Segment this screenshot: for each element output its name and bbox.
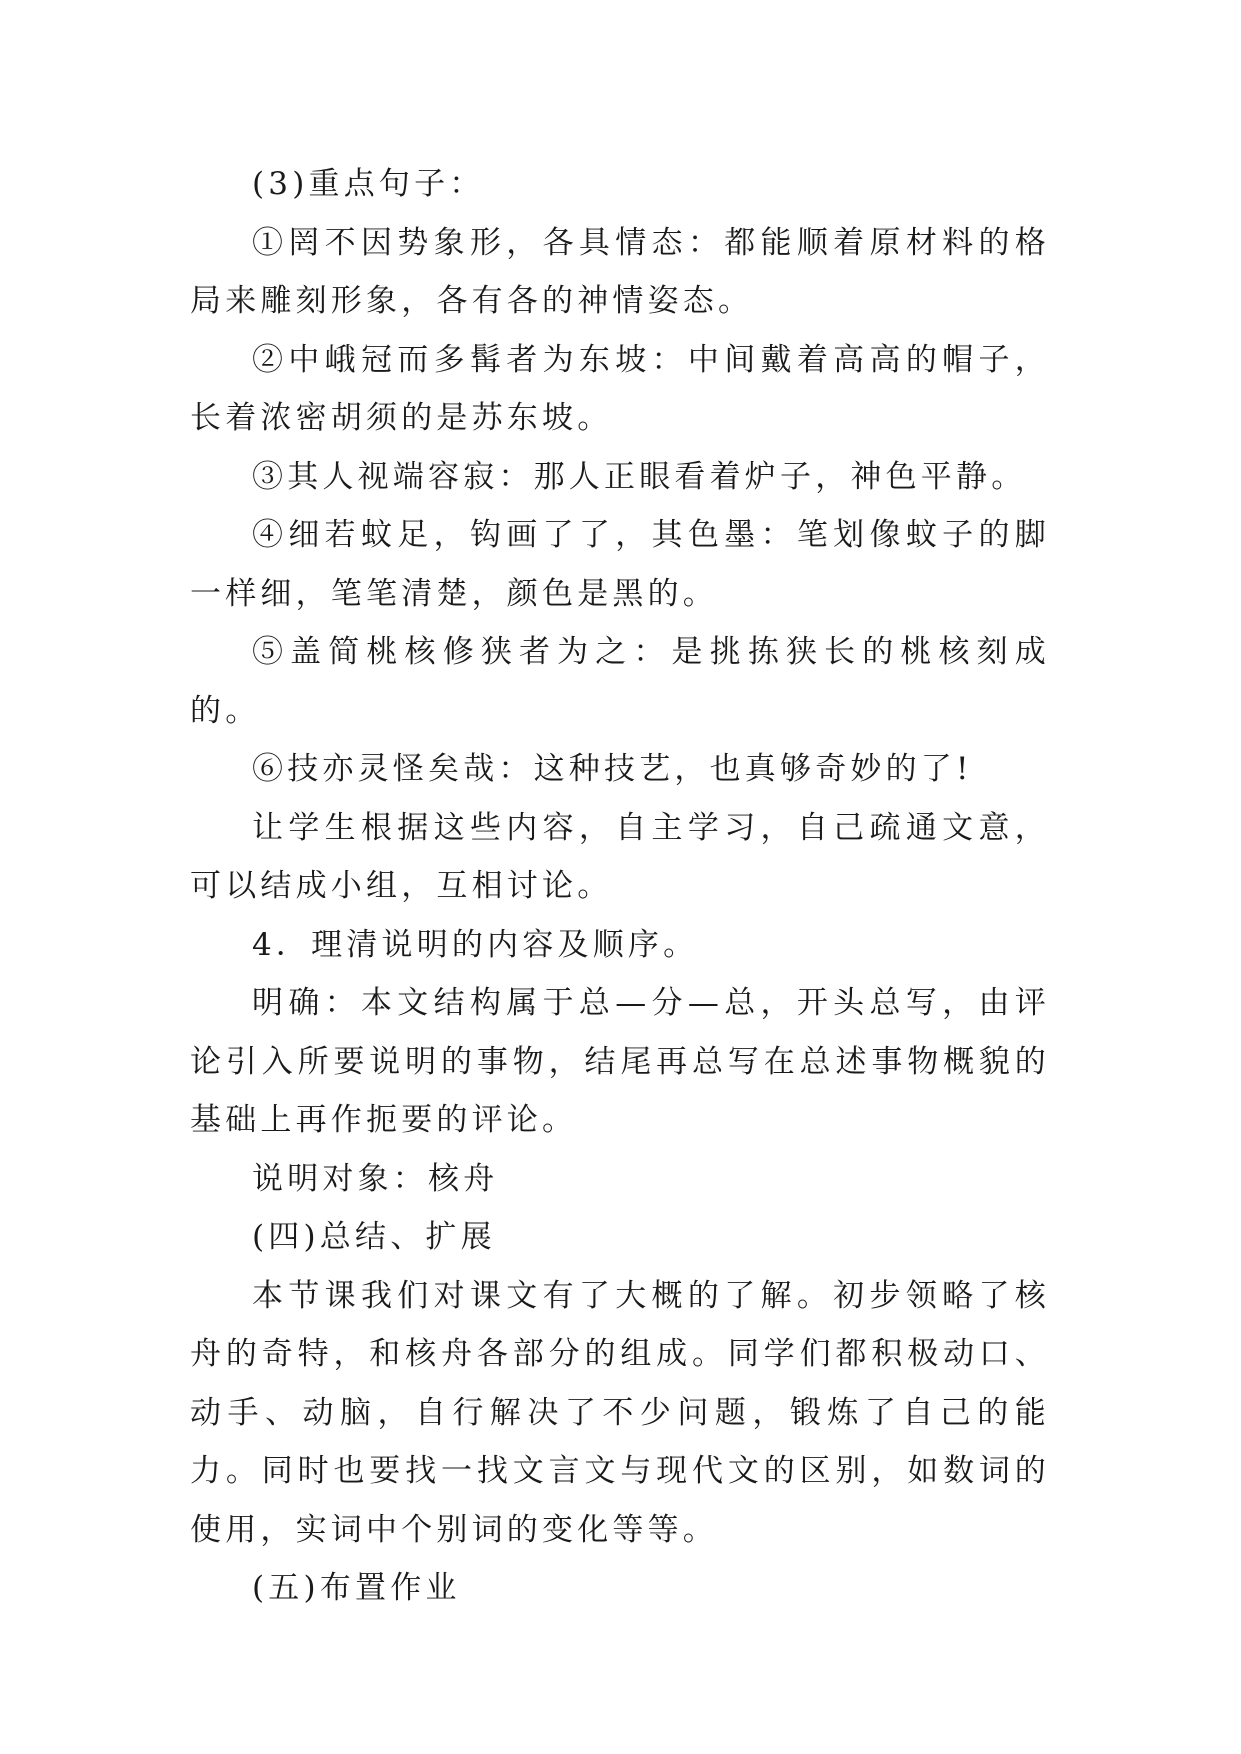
paragraph-step-4: 4．理清说明的内容及顺序。 [252, 926, 699, 963]
paragraph-student-activity: 让学生根据这些内容，自主学习，自己疏通文意，可以结成小组，互相讨论。 [190, 809, 1050, 904]
paragraph-clarification: 明确：本文结构属于总—分—总，开头总写，由评论引入所要说明的事物，结尾再总写在总述事物概貌的基础上再作扼要的评论。 [190, 985, 1050, 1138]
paragraph-subject: 说明对象：核舟 [252, 1160, 499, 1197]
paragraph-sentence-3: ③其人视端容寂：那人正眼看着炉子，神色平静。 [252, 458, 1027, 495]
paragraph-key-sentences-heading: (3)重点句子： [252, 166, 485, 202]
paragraph-summary: 本节课我们对课文有了大概的了解。初步领略了核舟的奇特，和核舟各部分的组成。同学们都积极动口、动手、动脑，自行解决了不少问题，锻炼了自己的能力。同时也要找一找文言文与现代文的区别，如数词的使用，实词中个别词的变化等等。 [190, 1277, 1050, 1548]
section-heading-homework: (五)布置作业 [252, 1570, 461, 1606]
paragraph-sentence-6: ⑥技亦灵怪矣哉：这种技艺，也真够奇妙的了! [252, 751, 973, 787]
paragraph-sentence-4: ④细若蚊足，钩画了了，其色墨：笔划像蚊子的脚一样细，笔笔清楚，颜色是黑的。 [190, 517, 1050, 612]
document-body [190, 155, 1050, 1618]
paragraph-sentence-5: ⑤盖简桃核修狭者为之：是挑拣狭长的桃核刻成的。 [190, 634, 1050, 729]
paragraph-sentence-2: ②中峨冠而多髯者为东坡：中间戴着高高的帽子，长着浓密胡须的是苏东坡。 [190, 341, 1050, 436]
section-heading-summary: (四)总结、扩展 [252, 1219, 496, 1255]
paragraph-sentence-1: ①罔不因势象形，各具情态：都能顺着原材料的格局来雕刻形象，各有各的神情姿态。 [190, 224, 1050, 319]
